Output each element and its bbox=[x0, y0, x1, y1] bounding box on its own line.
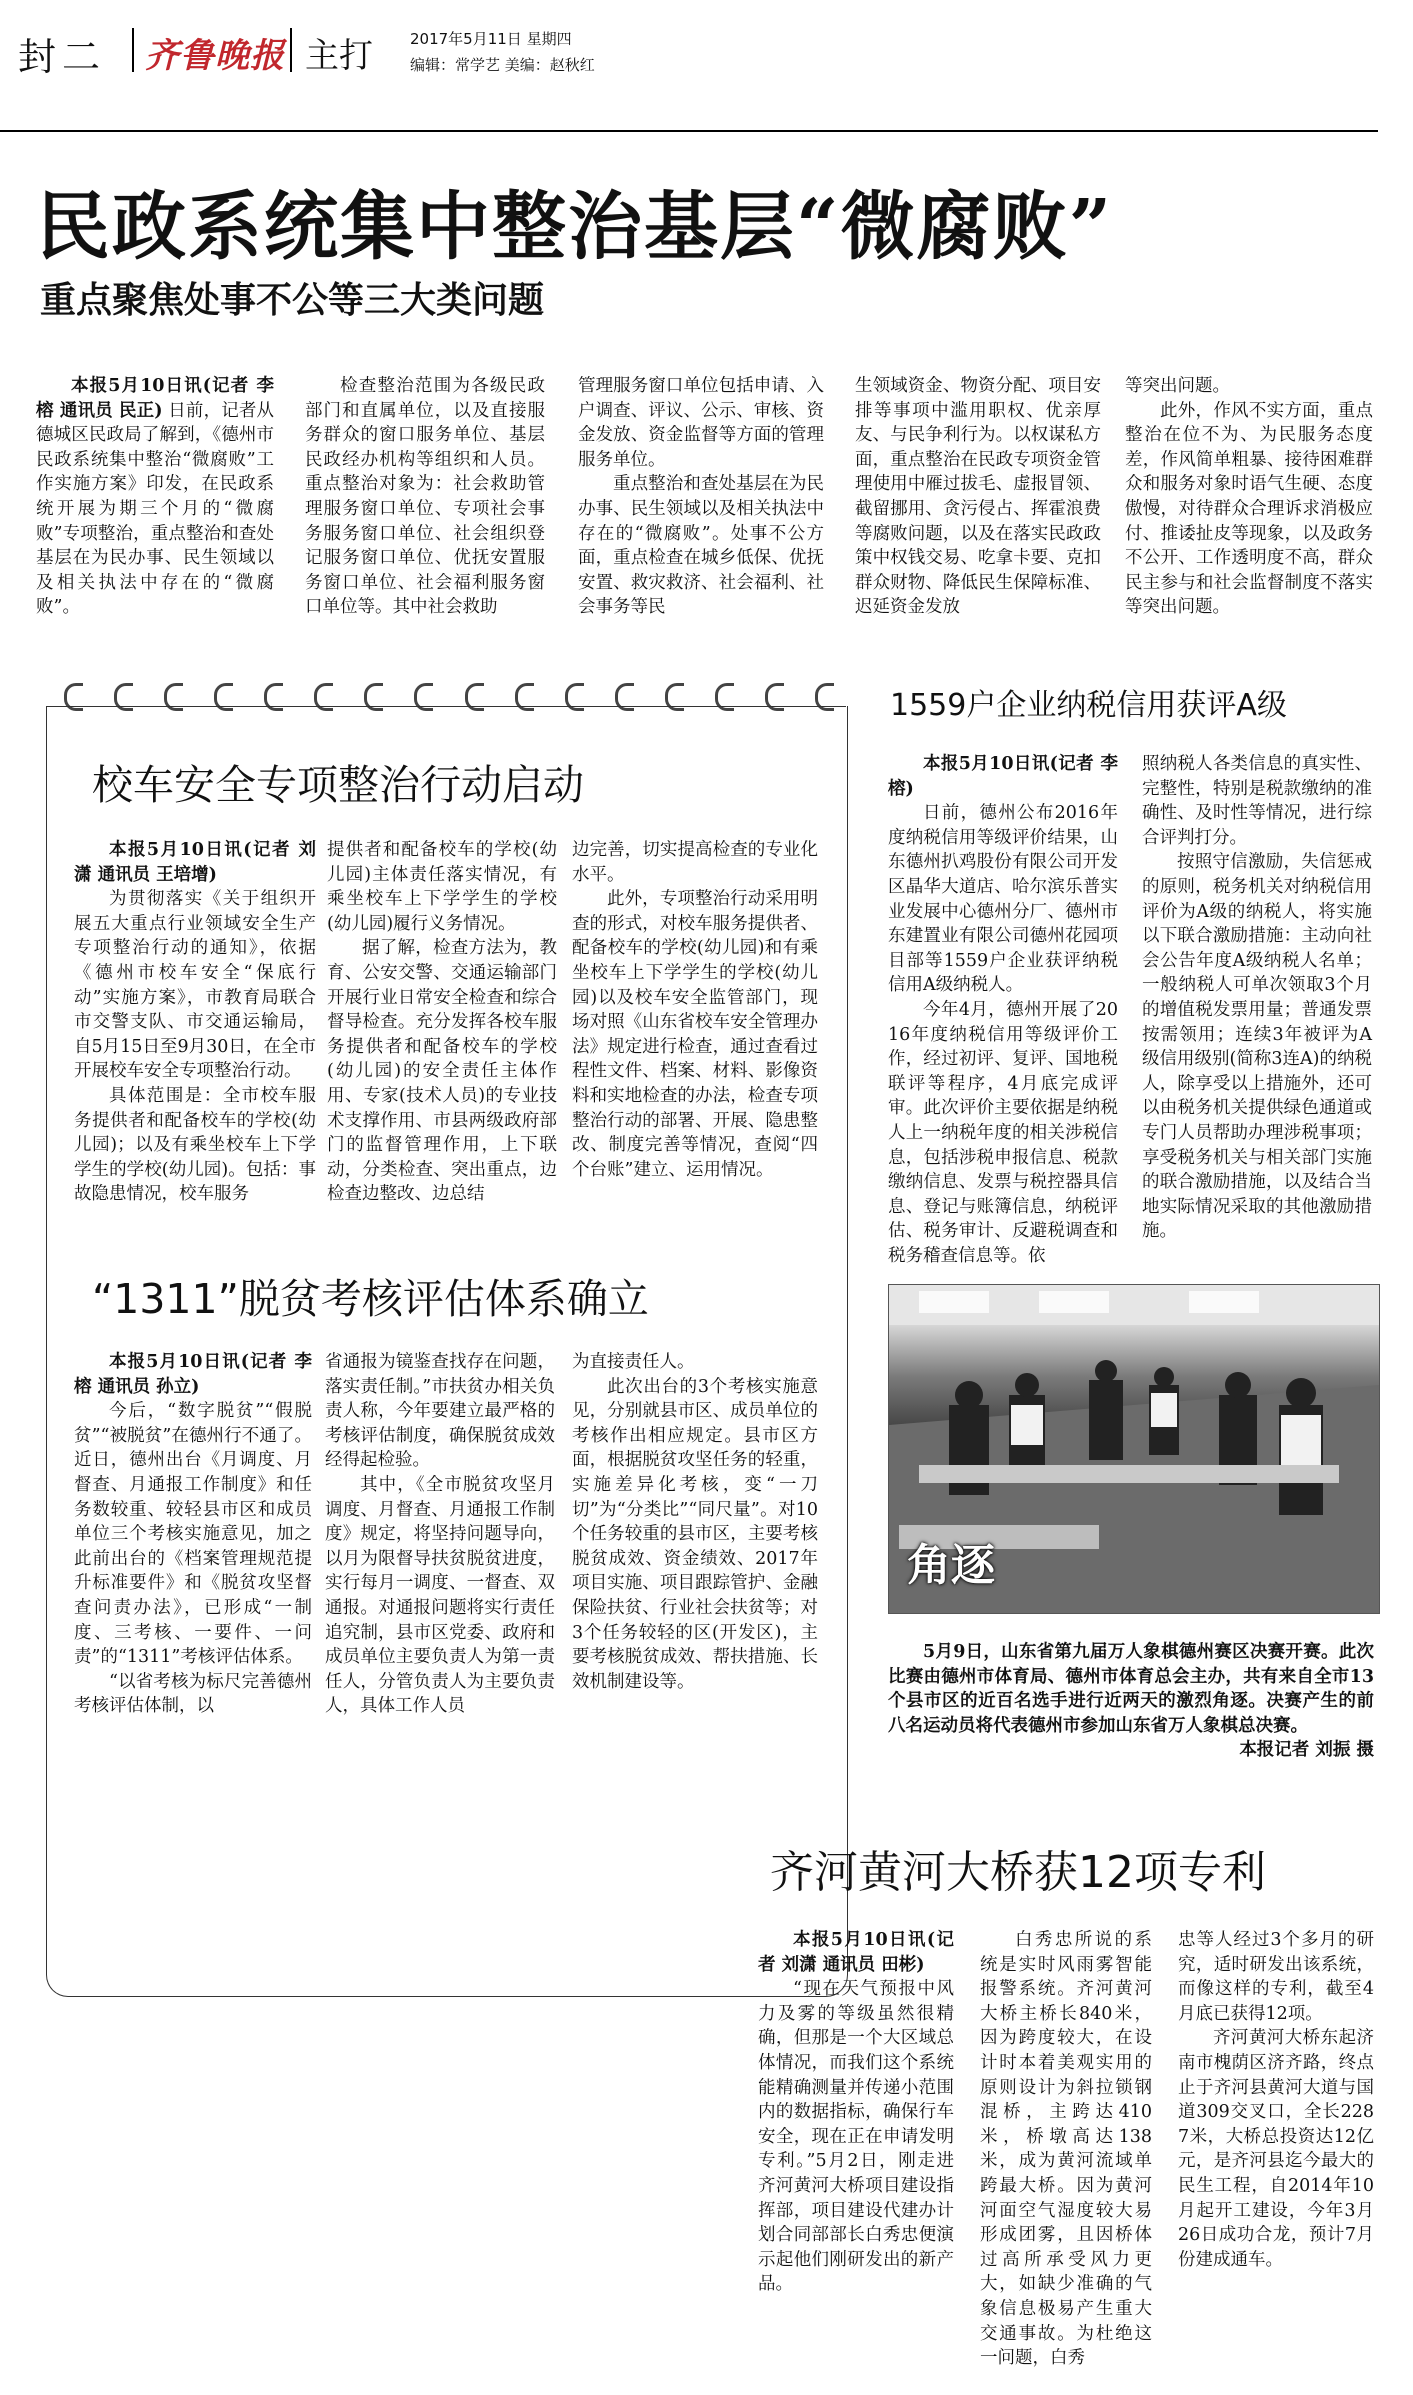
poverty-column-1 bbox=[74, 1350, 312, 1719]
school-bus-text-2: 提供者和配备校车的学校(幼儿园)主体责任落实情况，有乘坐校车上下学学生的学校(幼儿园)履行义务情况。 bbox=[327, 840, 557, 934]
poverty-column-2 bbox=[325, 1350, 555, 1719]
lead-text-1: 日前，记者从德城区民政局了解到，《德州市民政系统集中整治“微腐败”工作实施方案》印发，在民政系统开展为期三个月的“微腐败”专项整治，重点整治和查处基层在为民办事、民生领域以及相关执法中存在的“微腐败”。 bbox=[36, 400, 274, 618]
poverty-text-3b: 此次出台的3个考核实施意见，分别就县市区、成员单位的考核作出相应规定。县市区方面，根据脱贫攻坚任务的轻重，实施差异化考核，变“一刀切”为“分类比”“同尺量”。对10个任务较重的县市区，主要考核脱贫成效、资金绩效、2017年项目实施、项目跟踪管护、金融保险扶贫、行业社会扶贫等；对3个任务较轻的区(开发区)，主要考核脱贫成效、帮扶措施、长效机制建设等。 bbox=[572, 1376, 818, 1692]
photo-caption-text: 5月9日，山东省第九届万人象棋德州赛区决赛开赛。此次比赛由德州市体育局、德州市体育总会主办，共有来自全市13个县市区的近百名选手进行近两天的激烈角逐。决赛产生的前八名运动员将代表德州市参加山东省万人象棋总决赛。 bbox=[888, 1642, 1374, 1736]
editor-credits: 编辑：常学艺 美编：赵秋红 bbox=[410, 56, 595, 74]
poverty-text-3: 为直接责任人。 bbox=[572, 1352, 695, 1372]
bridge-text-3b: 齐河黄河大桥东起济南市槐荫区济齐路，终点止于齐河县黄河大道与国道309交叉口，全长2287米，大桥总投资达12亿元，是齐河县迄今最大的民生工程，自2014年10月起开工建设，今年3月26日成功合龙，预计7月份建成通车。 bbox=[1178, 2028, 1374, 2270]
school-bus-text-2b: 据了解，检查方法为，教育、公安交警、交通运输部门开展行业日常安全检查和综合督导检查。充分发挥各校车服务提供者和配备校车的学校(幼儿园)的安全责任主体作用、专家(技术人员)的专业技术支撑作用、市县两级政府部门的监督管理作用，上下联动，分类检查、突出重点，边检查边整改、边总结 bbox=[327, 938, 557, 1205]
masthead-logo: 齐鲁晚报 bbox=[145, 36, 285, 76]
lead-text-3: 管理服务窗口单位包括申请、入户调查、评议、公示、审核、资金发放、资金监督等方面的管理服务单位。 bbox=[578, 376, 824, 470]
school-bus-text-1: 为贯彻落实《关于组织开展五大重点行业领域安全生产专项整治行动的通知》，依据《德州市校车安全“保底行动”实施方案》，市教育局联合市交警支队、市交通运输局，自5月15日至9月30日，在全市开展校车安全专项整治行动。 bbox=[74, 889, 316, 1082]
header-rule bbox=[0, 130, 1378, 132]
photo-overlay-title: 角逐 bbox=[907, 1540, 995, 1591]
news-photo bbox=[888, 1284, 1380, 1614]
school-bus-column-1 bbox=[74, 838, 316, 1207]
poverty-text-1b: “以省考核为标尺完善德州考核评估体制，以 bbox=[74, 1671, 312, 1717]
header-divider-left bbox=[132, 28, 134, 72]
photo-caption bbox=[888, 1640, 1374, 1763]
bridge-column-2 bbox=[980, 1928, 1152, 2371]
bridge-column-3 bbox=[1178, 1928, 1374, 2272]
tax-byline: 本报5月10日讯(记者 李榕) bbox=[888, 754, 1118, 799]
lead-text-5b: 此外，作风不实方面，重点整治在位不为、为民服务态度差，作风简单粗暴、接待困难群众和服务对象时语气生硬、态度傲慢，对待群众合理诉求消极应付、推诿扯皮等现象，以及政务不公开、工作透明度不高，群众民主参与和社会监督制度不落实等突出问题。 bbox=[1125, 400, 1373, 618]
bridge-text-2: 白秀忠所说的系统是实时风雨雾智能报警系统。齐河黄河大桥主桥长840米，因为跨度较大，在设计时本着美观实用的原则设计为斜拉锁钢混桥，主跨达410米，桥墩高达138米，成为黄河流域单跨最大桥。因为黄河河面空气湿度较大易形成团雾，且因桥体过高所承受风力更大，如缺少准确的气象信息极易产生重大交通事故。为杜绝这一问题，白秀 bbox=[980, 1930, 1152, 2369]
tax-text-1b: 今年4月，德州开展了2016年度纳税信用等级评价工作，经过初评、复评、国地税联评等程序，4月底完成评审。此次评价主要依据是纳税人上一纳税年度的相关涉税信息，包括涉税申报信息、税款缴纳信息、发票与税控器具信息、登记与账簿信息，纳税评估、税务审计、反避税调查和税务稽查信息等。依 bbox=[888, 999, 1118, 1266]
poverty-text-2b: 其中，《全市脱贫攻坚月调度、月督查、月通报工作制度》规定，将坚持问题导向，以月为限督导扶贫脱贫进度，实行每月一调度、一督查、双通报。对通报问题将实行责任追究制，县市区党委、政府和成员单位主要负责人为第一责任人，分管负责人为主要负责人，具体工作人员 bbox=[325, 1474, 555, 1717]
school-bus-text-3: 边完善，切实提高检查的专业化水平。 bbox=[572, 840, 818, 885]
bridge-column-1 bbox=[758, 1928, 954, 2297]
lead-column-3 bbox=[578, 374, 824, 620]
boxed-news-frame-top bbox=[46, 706, 846, 707]
bridge-text-1: “现在天气预报中风力及雾的等级虽然很精确，但那是一个大区域总体情况，而我们这个系统能精确测量并传递小范围内的数据指标，确保行车安全，现在正在申请发明专利。”5月2日，刚走进齐河黄河大桥项目建设指挥部，项目建设代建办计划合同部部长白秀忠便演示起他们刚研发出的新产品。 bbox=[758, 1979, 954, 2295]
tax-column-1 bbox=[888, 752, 1118, 1268]
school-bus-headline: 校车安全专项整治行动启动 bbox=[92, 761, 584, 809]
lead-subhead: 重点聚焦处事不公等三大类问题 bbox=[40, 280, 545, 321]
school-bus-byline: 本报5月10日讯(记者 刘潇 通讯员 王培增) bbox=[74, 840, 316, 885]
poverty-column-3 bbox=[572, 1350, 818, 1694]
poverty-text-2: 省通报为镜鉴查找存在问题，落实责任制。”市扶贫办相关负责人称，今年要建立最严格的考核评估制度，确保脱贫成效经得起检验。 bbox=[325, 1352, 555, 1471]
poverty-headline: “1311”脱贫考核评估体系确立 bbox=[92, 1275, 649, 1323]
lead-headline: 民政系统集中整治基层“微腐败” bbox=[36, 184, 1114, 270]
tax-text-2: 照纳税人各类信息的真实性、完整性，特别是税款缴纳的准确性、及时性等情况，进行综合评判打分。 bbox=[1142, 754, 1372, 848]
school-bus-column-3 bbox=[572, 838, 818, 1182]
bridge-text-3: 忠等人经过3个多月的研究，适时研发出该系统，而像这样的专利，截至4月底已获得12项。 bbox=[1178, 1930, 1374, 2024]
school-bus-text-3b: 此外，专项整治行动采用明查的形式，对校车服务提供者、配备校车的学校(幼儿园)和有乘坐校车上下学学生的学校(幼儿园)以及校车安全监管部门，现场对照《山东省校车安全管理办法》规定进行检查，通过查看过程性文件、档案、材料、影像资料和实地检查的办法，检查专项整治行动的部署、开展、隐患整改、制度完善等情况，查阅“四个台账”建立、运用情况。 bbox=[572, 889, 818, 1180]
tax-headline: 1559户企业纳税信用获评A级 bbox=[890, 688, 1287, 723]
poverty-byline: 本报5月10日讯(记者 李榕 通讯员 孙立) bbox=[74, 1352, 312, 1397]
lead-column-4 bbox=[855, 374, 1101, 620]
school-bus-text-1b: 具体范围是：全市校车服务提供者和配备校车的学校(幼儿园)；以及有乘坐校车上下学学生的学校(幼儿园)。包括：事故隐患情况，校车服务 bbox=[74, 1085, 316, 1205]
bridge-byline: 本报5月10日讯(记者 刘潇 通讯员 田彬) bbox=[758, 1930, 954, 1975]
lead-column-5 bbox=[1125, 374, 1373, 620]
lead-column-1 bbox=[36, 374, 274, 620]
page-label: 封二 bbox=[18, 35, 107, 79]
tax-text-2b: 按照守信激励，失信惩戒的原则，税务机关对纳税信用评价为A级的纳税人，将实施以下联合激励措施：主动向社会公告年度A级纳税人名单；一般纳税人可单次领取3个月的增值税发票用量；普通发票按需领用；连续3年被评为A级信用级别(简称3连A)的纳税人，除享受以上措施外，还可以由税务机关提供绿色通道或专门人员帮助办理涉税事项；享受税务机关与相关部门实施的联合激励措施，以及结合当地实际情况采取的其他激励措施。 bbox=[1142, 852, 1372, 1242]
lead-text-2: 检查整治范围为各级民政部门和直属单位，以及直接服务群众的窗口服务单位、基层民政经办机构等组织和人员。重点整治对象为：社会救助管理服务窗口单位、专项社会事务服务窗口单位、社会组织登记服务窗口单位、优抚安置服务窗口单位、社会福利服务窗口单位等。其中社会救助 bbox=[305, 376, 545, 618]
lead-byline: 本报5月10日讯(记者 李榕 通讯员 民正) bbox=[36, 376, 274, 421]
tax-column-2 bbox=[1142, 752, 1372, 1244]
poverty-text-1: 今后，“数字脱贫”“假脱贫”“被脱贫”在德州行不通了。近日，德州出台《月调度、月督查、月通报工作制度》和任务数较重、较轻县市区和成员单位三个考核实施意见，加之此前出台的《档案管理规范提升标准要件》和《脱贫攻坚督查问责办法》，已形成“一制度、三考核、一要件、一问责”的“1311”考核评估体系。 bbox=[74, 1401, 312, 1668]
issue-date: 2017年5月11日 星期四 bbox=[410, 30, 572, 48]
lead-text-3b: 重点整治和查处基层在为民办事、民生领域以及相关执法中存在的“微腐败”。处事不公方面，重点检查在城乡低保、优抚安置、救灾救济、社会福利、社会事务等民 bbox=[578, 474, 824, 618]
lead-text-5: 等突出问题。 bbox=[1125, 376, 1230, 396]
header-divider-right bbox=[290, 28, 292, 72]
tax-text-1: 日前，德州公布2016年度纳税信用等级评价结果，山东德州扒鸡股份有限公司开发区晶华大道店、哈尔滨乐普实业发展中心德州分厂、德州市东建置业有限公司德州花园项目部等1559户企业获评纳税信用A级纳税人。 bbox=[888, 803, 1118, 996]
lead-text-4: 生领域资金、物资分配、项目安排等事项中滥用职权、优亲厚友、与民争利行为。以权谋私方面，重点整治在民政专项资金管理使用中雁过拔毛、虚报冒领、截留挪用、贪污侵占、挥霍浪费等腐败问题，以及在落实民政政策中权钱交易、吃拿卡要、克扣群众财物、降低民生保障标准、迟延资金发放 bbox=[855, 376, 1101, 618]
bridge-headline: 齐河黄河大桥获12项专利 bbox=[770, 1847, 1266, 1898]
photo-credit: 本报记者 刘振 摄 bbox=[1239, 1740, 1374, 1761]
lead-column-2 bbox=[305, 374, 545, 620]
section-label: 主打 bbox=[305, 36, 373, 76]
school-bus-column-2 bbox=[327, 838, 557, 1207]
